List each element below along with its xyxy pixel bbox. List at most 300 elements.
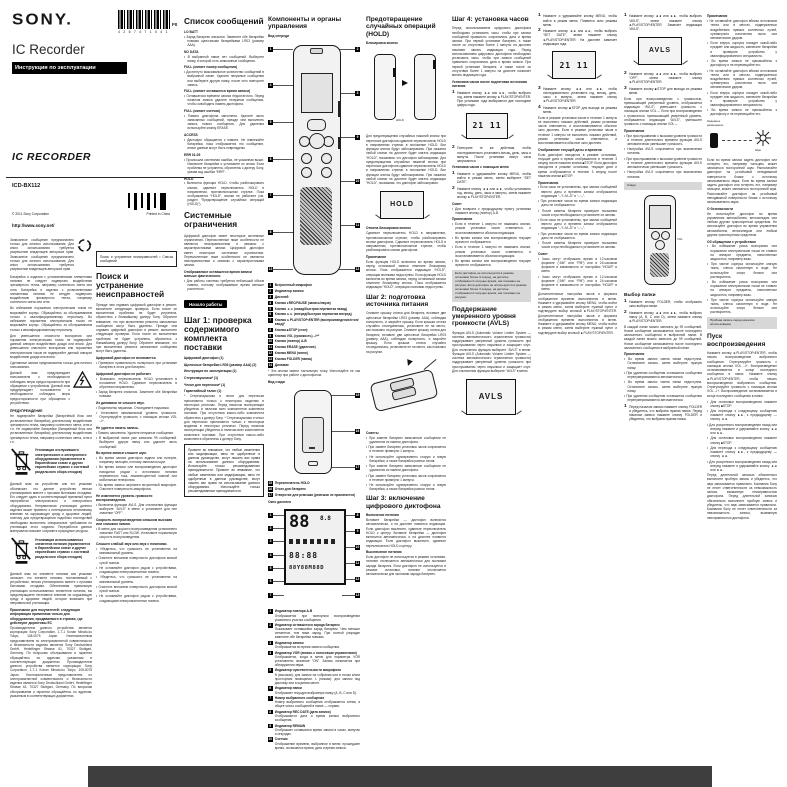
legend-description: Показывает оставшийся заряд батареек. Чем меньше сегментов, тем ниже заряд. При полной разрядке замените обе батарейки новыми. (274, 627, 360, 640)
legend-number: 5 (269, 306, 272, 311)
page-bottom-bar (88, 766, 712, 787)
header-divider (6, 177, 204, 178)
legend-label: Кнопка ERASE (удаление) (274, 345, 316, 350)
legend-item (268, 724, 360, 737)
legend-number: 11 (268, 345, 272, 350)
legend-item (268, 283, 360, 288)
section-heading: Пуск воспроизведения (707, 333, 766, 348)
bullet-item: • Убедитесь, что громкость не установлена на минимальный уровень. (96, 546, 177, 556)
bullet-list (96, 547, 177, 603)
callout-line (273, 555, 284, 556)
bullet-list (707, 19, 777, 116)
legend-number: 12 (268, 351, 273, 356)
bullet-item: • В выбранной папке уже записано 99 сообщений. Выберите другую папку или удалите часть сообщений. (96, 436, 177, 449)
legend-number: 4 (269, 650, 272, 655)
bullet-list (707, 400, 777, 472)
illustration-wrap (268, 507, 360, 607)
sub-heading: Примечания (538, 180, 559, 185)
callout-line (339, 181, 355, 182)
paragraph: Во избежание поражения электрическим током не вскрывайте корпус. Обращайтесь за обслуживанием только к квалифицированному персоналу. Во избежание поражения электрическим током не вскрывайте корпус. Обращайтесь за обслуживанием только к квалифицированному персоналу. (10, 306, 92, 332)
legend-label: Индикатор записи (274, 288, 304, 293)
display-readout-illustration (452, 376, 531, 420)
bullet-item: • Во время записи не прикасайтесь к диктофону и не перемещайте его. (707, 59, 777, 68)
callout-number: 16 (355, 428, 360, 433)
callout-line (273, 595, 284, 596)
bullet-item: • При чистке корпуса используйте мягкую ткань, слегка смоченную в воде. Не используйте спирт, бензин или растворитель. (707, 297, 777, 315)
legend-item (268, 295, 360, 300)
sub-heading: Отображение текущей даты и времени (538, 147, 602, 152)
control-button (655, 240, 665, 250)
display-frame (466, 379, 516, 415)
built-in-microphone (310, 48, 323, 55)
sub-heading: Примечания (624, 352, 645, 357)
callout-number: 11 (355, 222, 360, 227)
legend-label: Индикатор записи (274, 640, 304, 645)
volume-rocker (338, 101, 341, 117)
registration-marks (128, 193, 166, 210)
legend-label: Переключатель HOLD (274, 481, 310, 486)
callout-line (273, 195, 293, 196)
bullet-item: • Часы могут отображать время в 12-часовом формате (“AM” или “PM”) или в 24-часовом формате в зависимости от настройки “HOUR” в меню. (538, 274, 617, 292)
step-number: 4 (538, 104, 541, 110)
callout-number: 10 (355, 178, 360, 183)
bullet-list (184, 94, 264, 106)
legend-description: Отображается во время записи сообщения. (274, 645, 340, 650)
legend-label: Кнопка MENU (меню) (274, 351, 308, 356)
legend-label: Кнопка ►PLAY/STOP•ENTER (воспроизведение/стоп/ввод)* (274, 318, 359, 327)
paragraph: Если при воспроизведении с громкостью, превышающей умеренный уровень, отображается индикация “AVLS”, уменьшите громкость с помощью кнопки VOL –. Если при воспроизведении с громкостью, превышающей умеренный уровень, отображается индикация “AVLS”, уменьшите громкость с помощью кнопки VOL –. (624, 96, 702, 127)
numbered-legend (268, 609, 360, 750)
recorder-mini-icon (710, 133, 718, 148)
bullet-item: • Не используйте одновременно старую и новую батарейки, а также батарейки разных типов. (366, 454, 446, 463)
display-frame (552, 51, 596, 79)
display-text: HOLD (390, 201, 414, 209)
illustration-wrap (366, 48, 446, 132)
hold-switch-side (338, 137, 341, 149)
bullet-list (538, 185, 617, 249)
callout-line (273, 541, 284, 542)
legend-label: Номер выбранного сообщения (274, 695, 325, 700)
bullet-list (707, 244, 777, 314)
legend-label: Индикатор VOR (запись с голосовым управлением) (274, 650, 357, 655)
sub-heading: ERR 01-09 (184, 152, 201, 157)
sub-heading: Примечания (624, 128, 645, 133)
sub-heading: Вид сзади (268, 379, 285, 384)
legend-label: Кнопка ■STOP (стоп) (274, 327, 308, 332)
callout-number: 10 (355, 544, 360, 549)
paragraph: Функция AVLS (Automatic Volume Limiter System — система автоматического ограничения громкости) поддерживает умеренный уровень громкости при прослушивании через наушники и защищает слух. Для отключения функции выберите “AVLS” в меню. Функция AVLS (Automatic Volume Limiter System — система автоматического ограничения громкости) поддерживает умеренный уровень громкости при прослушивании через наушники и защищает слух. Для отключения функции выберите “AVLS” в меню. (452, 330, 531, 373)
legend-label: Индикатор повтора A-B (274, 609, 313, 614)
bullet-list (96, 527, 177, 539)
step-text: Нажмите кнопку ◄◄ или ►►, чтобы выбрать “SET DATE”, затем нажмите кнопку ►PLAY/STOP•ENTER. На дисплее замигает индикация года. (543, 29, 617, 46)
paragraph: Данный знак на элементе питания или упаковке означает, что элемент питания, поставляемый с устройством, нельзя утилизировать вместе с прочими бытовыми отходами. Обеспечивая правильную утилизацию использованных элементов питания, вы предотвращаете негативное влияние на окружающую среду и здоровье людей, которое возможно при неправильной утилизации. (10, 571, 92, 606)
step-number: 3 (538, 85, 541, 91)
bullet-item: • Память диктофона заполнена. Удалите часть записанных сообщений, прежде чем выполнять запись нового сообщения. Для удаления используйте кнопку ERASE. (184, 113, 264, 131)
illustration-wrap (366, 188, 446, 224)
menu-button (321, 153, 332, 164)
legend-item (268, 307, 360, 312)
sub-heading: Во время записи слышен шум. (96, 451, 147, 456)
display-readout-illustration (366, 188, 446, 224)
notice-heading: Утилизация использованных элементов питания (применяется в Европейском союзе и других европейских странах с системой раздельного сбора отходов) (35, 537, 91, 559)
message-number-digits: 88 (289, 511, 310, 532)
bullet-list (184, 55, 264, 63)
bullet-item: • Для ускоренного воспроизведения назад или вперед нажмите и удерживайте кнопку ◄◄ или ►►. (707, 459, 777, 472)
bullet-item: • Не оставляйте диктофон рядом с устройствами, создающими электромагнитные помехи. (96, 565, 177, 575)
shaded-note: Сзади (624, 182, 702, 190)
note-box: Поиск и устранение неисправностей • Список сообщений (96, 251, 177, 267)
legend-item (268, 623, 360, 640)
bullet-item: • При замене батареек записанные сообщения не удаляются из памяти диктофона. (366, 464, 446, 473)
callout-line (330, 395, 355, 396)
illustration-wrap (624, 34, 702, 70)
step-text: Нажмите кнопку ◄◄ или ►►, чтобы выбрать папку (A, B, C или D), затем нажмите кнопку ►PLAY/STOP•ENTER. (629, 310, 702, 324)
section-heading: Список сообщений (184, 16, 264, 26)
cover-open-line (424, 359, 437, 370)
control-button (661, 231, 670, 240)
control-button (651, 231, 660, 240)
bullet-item: • Не оставляйте диктофон рядом с устройствами, создающими электромагнитные помехи. (96, 594, 177, 603)
hold-switch-knob-right (433, 60, 436, 69)
paragraph: Если диктофон не используется в режиме остановки, питание отключается автоматически для экономии заряда батареек. Если диктофон не используется в режиме остановки, питание отключается автоматически для экономии заряда батареек. (366, 555, 446, 577)
bullet-item: • Убедитесь, что громкость не установлена на минимальный уровень. (96, 575, 177, 584)
display-text: 21 11 (472, 121, 502, 131)
callout-line (273, 528, 284, 529)
bullet-item: • Диктофон обращается к памяти. Не извлекайте батарейки, пока отображается это сообщение, иначе данные могут быть повреждены. (184, 137, 264, 151)
step-text: Нажмите и удерживайте кнопку MENU, чтобы войти в режим меню, затем выберите “SET DATE”. (457, 172, 531, 185)
bullet-list (184, 35, 264, 47)
bullet-item: • При прослушивании с высоким уровнем громкости в течение длительного времени функция AVLS автоматически уменьшает громкость. (624, 156, 702, 170)
legend-number: 6 (269, 312, 272, 317)
flash-ray (424, 214, 429, 218)
legend-label: Индикатор REC DATE (дата записи) (274, 709, 331, 714)
bullet-list (96, 431, 177, 449)
bullet-item: • Не используйте одновременно старую и новую батарейки, а также батарейки разных типов. (366, 483, 446, 492)
sub-heading: Совет (538, 251, 548, 256)
folder-button (321, 167, 332, 178)
paragraph: Для предотвращения случайных нажатий кнопок при переноске диктофона сдвиньте переключатель HOLD в направлении стрелки в положение HOLD. Все функции кнопок будут заблокированы. При нажатии любой кнопки на дисплее будет мигать индикация “HOLD”, показывая, что диктофон заблокирован. Для предотвращения случайных нажатий кнопок при переноске диктофона сдвиньте переключатель HOLD в направлении стрелки в положение HOLD. Все функции кнопок будут заблокированы. При нажатии любой кнопки на дисплее будет мигать индикация “HOLD”, показывая, что диктофон заблокирован. (366, 134, 446, 186)
legend-number: 15 (268, 481, 273, 486)
battery-insert-illustration (366, 356, 446, 428)
callout-line (339, 225, 355, 226)
numbered-step (452, 172, 531, 184)
legend-item (268, 339, 360, 344)
callout-number: 3 (269, 539, 272, 544)
bullet-item: • Во время записи смена папки недоступна. Остановите запись, затем выберите нужную папку. (624, 357, 702, 370)
speaker-grille (300, 187, 332, 245)
sub-heading: Цифровой диктофон не работает. (96, 371, 152, 376)
bullet-item: • При удалении сообщения оставшиеся сообщения перенумеровываются автоматически. (624, 370, 702, 380)
legend-item (268, 651, 360, 668)
status-icons-row (289, 539, 337, 544)
shaded-note: Если диктофон не используется в режиме остановки более 3 секунд, на дисплее отображается текущее время, как показано на рисунке. Если диктофон не используется в режиме остановки более 3 секунд, на дисплее отображается текущее время, как показано на рисунке. (452, 270, 531, 301)
bullet-list (624, 134, 702, 179)
step-text: Нажмите кнопку ■STOP для выхода из режима меню. (629, 86, 702, 96)
legend-item (268, 487, 360, 492)
bullet-item: • Включена функция AVLS. Для отключения функции выберите “AVLS” в меню и установите для нее значение “OFF”. (96, 503, 177, 516)
legend-label: Индикатор чувствительности микрофона (274, 668, 341, 673)
legend-label: Кнопка FOLDER (папка) (274, 357, 312, 362)
bullet-item: • В выбранной папке нет сообщений. Выберите папку, в которой есть записанные сообщения. (184, 54, 264, 63)
bullet-item: • Если часы не установлены, при записи сообщений вместо даты и времени записи отображается индикация “--Y--M--D” и “--:--”. (538, 185, 617, 198)
sub-heading: Не удается начать запись. (96, 426, 140, 431)
legend-number: 10 (268, 737, 273, 742)
callout-number: 2 (269, 525, 272, 530)
doc-title-bar: Инструкция по эксплуатации (12, 62, 127, 74)
numbered-step (452, 187, 531, 199)
section-heading: Шаг 3: включение цифрового диктофона (366, 495, 441, 510)
section-heading: Поддержание умеренного уровня громкости (AVLS) (452, 305, 516, 328)
notice-heading: Утилизация отслужившего электрического и электронного оборудования (применяется в Европейском союзе и других европейских странах с системой раздельного сбора отходов) (35, 448, 90, 474)
callout-number: 1 (269, 46, 272, 51)
legend-label: Кнопка ◄◄ (назад/быстрая перемотка назад) (274, 306, 347, 311)
noise-burst-icon (754, 129, 772, 147)
legend-label: Дисплей (274, 294, 289, 299)
flash-ray (508, 134, 513, 138)
bullet-item: • Если внутрь корпуса попадет какой-либо предмет или жидкость, извлеките батарейки и проверьте устройство у квалифицированного специалиста. (707, 90, 777, 107)
section-heading: Предотвращение случайных операций (HOLD) (366, 16, 436, 38)
legend-item (268, 481, 360, 486)
legend-description: H (высокая): для записи на собрании или в тихом и/или просторном помещении. L (низкая): для записи под диктовку или в шумном месте. (274, 672, 360, 685)
placement-caption: Надежное размещение (707, 119, 724, 128)
legend-label: Отсек для батареек (274, 486, 306, 491)
bullet-item: • Для перехода к следующему сообщению нажмите кнопку ►►, к предыдущему — кнопку ◄◄. (707, 445, 777, 459)
section-tab-wrap (184, 293, 264, 311)
display-screen (649, 205, 671, 229)
speaker-grille (650, 253, 669, 277)
bullet-item: • Во избежание риска возгорания или поражения электрическим током не ставьте на аппарат предметы, наполненные жидкостью, например вазы. (707, 280, 777, 297)
sub-heading: Примечание для покупателей: следующая информация применима только для оборудования, продаваемого в странах, где действуют директивы ЕС (10, 608, 83, 625)
bullet-item: • Оставшегося времени записи недостаточно. Перед началом записи удалите ненужные сообщения, чтобы освободить память диктофона. (184, 94, 264, 107)
legend-label: Индикатор папки (274, 686, 302, 691)
sub-heading: Установка часов с помощью меню (452, 165, 509, 170)
bullet-item: • При прослушивании с высоким уровнем громкости в течение длительного времени функция AVLS автоматически уменьшает громкость. (624, 133, 702, 146)
paragraph: Не подвергайте батарейки (батарейный блок или установленные батарейки) длительному воздействию чрезмерного тепла, например солнечного света, огня и т.п. Не подвергайте батарейки (батарейный блок или установленные батарейки) длительному воздействию чрезмерного тепла, например солнечного света, огня и т.п. (10, 414, 92, 444)
bullet-item: • Возможно, переключатель HOLD установлен в положение HOLD. Сдвиньте переключатель в обратном направлении. (96, 376, 177, 389)
legend-number: 4 (269, 300, 272, 305)
bullet-item: • Для остановки воспроизведения нажмите кнопку ■STOP. (707, 399, 777, 408)
legend-number: 17 (268, 492, 273, 497)
callout-number: 12 (355, 266, 360, 271)
bullet-item: • Если часы не установлены, при записи сообщений вместо даты и времени записи отображается индикация “--Y--M--D” и “--:--”. (538, 218, 617, 231)
numbered-step (624, 405, 702, 422)
numbered-step (538, 106, 617, 114)
display-frame (380, 191, 424, 219)
sub-heading: Гарантийный талон (1) (184, 389, 222, 394)
bullet-item: • Если внутрь корпуса попадет какой-либо предмет или жидкость, извлеките батарейки и проверьте устройство у квалифицированного специалиста. (707, 41, 777, 58)
sub-heading: Слышен слабый звук или звук с помехами. (96, 542, 168, 547)
callout-line (273, 122, 293, 123)
bullet-list (184, 114, 264, 131)
paragraph: Батарейки и изделия с установленными элементами питания не следует подвергать воздействию чрезмерного тепла, например солнечного света или огня. Батарейки и изделия с установленными элементами питания не следует подвергать воздействию чрезмерного тепла, например солнечного света или огня. (10, 274, 92, 305)
paragraph: В каждой папке можно записать до 99 сообщений. Новое сообщение записывается после последнего записанного сообщения в выбранной папке. В каждой папке можно записать до 99 сообщений. Новое сообщение записывается после последнего записанного сообщения в выбранной папке. (624, 324, 702, 350)
bullet-item: • Не оставляйте диктофон вблизи источников тепла или в местах, подверженных воздействию прямых солнечных лучей, чрезмерного количества пыли или механических ударов. (707, 19, 777, 40)
microphone-noise-illustration (707, 119, 777, 155)
step-number: 1 (624, 13, 627, 19)
warning-triangle-icon (73, 371, 92, 388)
sub-heading: О безопасности (707, 206, 734, 211)
callout-line (273, 85, 293, 86)
legend-label: Счетчик (274, 737, 288, 742)
display-window-illustration (268, 507, 360, 607)
display-text: AVLS (648, 47, 672, 55)
callout-number: 12 (355, 576, 360, 581)
callout-line (273, 568, 284, 569)
sub-heading: Чехол для переноски* (1) (184, 382, 226, 387)
paragraph: * Эти кнопки имеют тактильную точку. Используйте ее как ориентир при работе с диктофоном. (268, 368, 360, 378)
callout-line (273, 232, 293, 233)
paragraph: Для уменьшения опасности возгорания или поражения электрическим током не подвергайте данный аппарат воздействию дождя или влаги. Для уменьшения опасности возгорания или поражения электрическим током не подвергайте данный аппарат воздействию дождя или влаги. (10, 333, 92, 359)
paragraph: Если диктофон находится в режиме остановки, текущие дата и время отображаются в течение 3 секунд после нажатия кнопки ■STOP. Если диктофон находится в режиме остановки, текущие дата и время отображаются в течение 3 секунд после нажатия кнопки ■STOP. (538, 152, 617, 178)
column-7 (538, 12, 617, 760)
arrow-icon (402, 80, 408, 86)
legend-label: Кнопка VOL (громкость) –/+* (274, 333, 320, 338)
bullet-list (184, 70, 264, 87)
paragraph: Данный знак предупреждает пользователя о необходимости соблюдать меры предосторожности при обращении с устройством. Данный знак предупреждает пользователя о необходимости соблюдать меры предосторожности при обращении с устройством. (10, 371, 70, 405)
product-title: IC Recorder (12, 42, 85, 57)
paragraph: Записанное сообщение предназначено только для личного использования. Для иного использования требуется разрешение владельцев авторских прав. Записанное сообщение предназначено только для личного использования. Для иного использования требуется разрешение владельцев авторских прав. (10, 237, 74, 272)
display-text: 21 11 (559, 60, 589, 70)
bullet-item: • Для работы системы требуется небольшой объем памяти, поэтому отображаемое время меньше расчетного. (184, 279, 264, 292)
bullet-item: • При чистке корпуса используйте мягкую ткань, слегка смоченную в воде. Не используйте спирт, бензин или растворитель. (707, 262, 777, 279)
step-number: 1 (452, 89, 455, 95)
callout-number: 4 (269, 83, 272, 88)
illustration-wrap (707, 119, 777, 155)
callout-line (339, 137, 355, 138)
bullet-list (624, 357, 702, 402)
bullet-item: • Во время записи или воспроизведения диктофон находился рядом с источником питания переменного тока, люминесцентной лампой или мобильным телефоном. (96, 465, 177, 482)
sub-heading: Инструкция по эксплуатации (1) (184, 369, 237, 374)
section-heading: Системные ограничения (184, 210, 238, 230)
bullet-item: • Во избежание риска возгорания или поражения электрическим током не ставьте на аппарат предметы, наполненные жидкостью, например вазы. (707, 244, 777, 261)
legend-label: Кнопка (повтор) A-B (274, 339, 307, 344)
paragraph: Снимите крышку отсека для батареек, вставьте две щелочные батарейки LR03 (размер AAA), соблюдая полярность, и закройте крышку. Если крышка отсека случайно отсоединилась, установите ее на место, как показано на рисунке. Снимите крышку отсека для батареек, вставьте две щелочные батарейки LR03 (размер AAA), соблюдая полярность, и закройте крышку. Если крышка отсека случайно отсоединилась, установите ее на место, как показано на рисунке. (366, 311, 446, 354)
legend-item (268, 351, 360, 356)
step-number: 2 (624, 309, 627, 315)
sub-heading: Установка часов после подготовки источника питания (452, 79, 527, 89)
sub-heading: Не изменяется уровень громкости воспроизведения. (96, 493, 153, 503)
bullet-item: • Достигнуто максимальное количество сообщений в выбранной папке. Удалите ненужные сообщения или выберите другую папку, после чего повторите запись. (184, 70, 264, 87)
bullet-list (538, 257, 617, 291)
paragraph: Если во время записи задеть диктофон или потереть его, например пальцем, может записаться посторонний шум. Располагайте диктофон на устойчивой неподвижной поверхности ближе к источнику записываемого звука. Если во время записи задеть диктофон или потереть его, например пальцем, может записаться посторонний шум. Располагайте диктофон на устойчивой неподвижной поверхности ближе к источнику записываемого звука. (707, 157, 777, 205)
bullet-item: • Произошла системная ошибка, не указанная выше. Извлеките батарейки и установите их снова. Если проблема не устранена, обратитесь к дилеру Sony, указав код ошибки “ERR”. (184, 157, 264, 174)
illustration-wrap (624, 193, 702, 289)
paragraph: Сделанные записи предназначены только для личного пользования. (10, 360, 92, 370)
bullet-item: • При установке часов во время записи индикация даты не отображается. (538, 199, 617, 208)
column-6 (452, 12, 531, 760)
bullet-item: • Во время записи смена папки недоступна. Остановите запись, затем выберите нужную папку. (624, 380, 702, 393)
callout-number: 7 (269, 193, 272, 198)
bullet-item: • Проверьте правильность полярности при установке батареек в отсек для батареек. (96, 361, 177, 370)
bullet-item: • При удалении сообщения оставшиеся сообщения перенумеровываются автоматически. (624, 394, 702, 403)
rec-pause-button (307, 119, 326, 131)
sub-heading: ПРЕДУПРЕЖДЕНИЕ (10, 409, 43, 414)
sub-heading: Скорость воспроизведения слишком высокая или слишком низкая. (96, 518, 173, 527)
bullet-item: • Во время записи или воспроизведения текущее время не отображается. (452, 259, 531, 268)
sub-heading: Выбор папки (624, 292, 656, 298)
legend-description: Номер выбранного сообщения отображается слева, а общее число сообщений в папке — справа. (274, 700, 360, 709)
step-text: Нажмите и удерживайте кнопку MENU, чтобы войти в режим меню. Появится окно режима меню. (543, 14, 617, 27)
printed-in: Printed in China (146, 212, 170, 216)
device-small-illustration (624, 193, 702, 289)
legend-number: 1 (269, 609, 272, 614)
sub-heading: Примечания (452, 217, 473, 222)
legend-item (268, 609, 360, 622)
numbered-step (624, 311, 702, 323)
bullet-item: • Для остановки воспроизведения нажмите кнопку ■STOP. (707, 436, 777, 445)
bullet-item: • Для перехода к следующему сообщению нажмите кнопку ►►, к предыдущему — кнопку ◄◄. (707, 409, 777, 422)
hold-switch-illustration (366, 48, 446, 132)
legend-label: Кнопка ►► (вперед/быстрая перемотка вперед) (274, 312, 352, 317)
callout-number: 13 (355, 592, 360, 597)
sub-heading: Отмена блокировки кнопок (366, 226, 411, 231)
display-readout-illustration (624, 34, 702, 70)
battery-indicator: 8.8 (320, 514, 331, 522)
legend-item (268, 668, 360, 685)
paragraph: * Стереонаушники и чехол для переноски прилагаются только к некоторым моделям в некоторых регионах. Перед началом эксплуатации убедитесь в наличии всех компонентов комплекта поставки. При отсутствии какого-либо компонента обратитесь к дилеру Sony. * Стереонаушники и чехол для переноски прилагаются только к некоторым моделям в некоторых регионах. Перед началом эксплуатации убедитесь в наличии всех компонентов комплекта поставки. При отсутствии какого-либо компонента обратитесь к дилеру Sony. (184, 394, 264, 441)
legend-item (268, 289, 360, 294)
icon-heading-row (10, 535, 92, 570)
bullet-item: • При установке часов во время записи индикация даты не отображается. (538, 231, 617, 240)
bullet-item: • Если в течение 1 минуты не нажимать кнопки, режим установки часов отменяется, и восстанавливается обычная индикация. (452, 222, 531, 235)
stop-button (301, 153, 312, 164)
bullet-item: • Не оставляйте диктофон вблизи источников тепла или в местах, подверженных воздействию прямых солнечных лучей, чрезмерного количества пыли или механических ударов. (707, 68, 777, 90)
insert-arrow-icon (405, 359, 413, 367)
legend-label: Встроенный микрофон (274, 283, 312, 288)
legend-item (268, 328, 360, 333)
callout-number: 7 (269, 592, 272, 597)
column-1 (10, 236, 92, 760)
paragraph: Дополнительные настройки часов и формата отображения времени выполняются в меню. Нажмите и удерживайте кнопку MENU, чтобы войти в режим меню, затем выберите нужный пункт и подтвердите выбор кнопкой ►PLAY/STOP•ENTER. Дополнительные настройки часов и формата отображения времени выполняются в меню. Нажмите и удерживайте кнопку MENU, чтобы войти в режим меню, затем выберите нужный пункт и подтвердите выбор кнопкой ►PLAY/STOP•ENTER. (538, 292, 617, 335)
bullet-list (184, 158, 264, 175)
device-back-illustration (268, 387, 360, 479)
display-frame (638, 37, 682, 65)
bullet-item: • При замене батареек записанные сообщения не удаляются из памяти диктофона. (366, 435, 446, 444)
legend-item (268, 357, 360, 362)
section-heading: Поиск и устранение неисправностей (96, 270, 165, 299)
numbered-step (624, 14, 702, 31)
legend-description: Отображение времени, выбранное в меню: прошедшее время, оставшееся время, дата и время записи. (274, 741, 360, 750)
callout-number: 11 (355, 560, 360, 565)
callout-line (273, 159, 293, 160)
numbered-step (538, 29, 617, 46)
barcode-tag: F0 (172, 22, 178, 27)
callout-line (330, 467, 355, 468)
numbered-step (624, 87, 702, 95)
bullet-item: • Во время записи или воспроизведения текущее время не отображается. (452, 235, 531, 245)
bullet-list (96, 361, 177, 369)
bullet-item: • После замены батареек проверьте показания часов и при необходимости установите их заново. (538, 208, 617, 217)
flash-ray (596, 75, 601, 79)
numbered-step (538, 14, 617, 26)
bullet-item: • Заряд батареек снизился. Замените обе батарейки новыми щелочными батарейками LR03 (размер AAA). (184, 34, 264, 48)
sub-heading: Выключение питания (366, 550, 402, 555)
legend-number: 3 (269, 640, 272, 645)
sub-heading: Цифровой диктофон не включается. (96, 356, 157, 361)
numbered-step (624, 72, 702, 84)
paragraph: Прежде чем отдавать цифровой диктофон в ремонт, выполните следующие проверки. Если после их выполнения проблема не будет устранена, обратитесь к ближайшему дилеру Sony. Обратите внимание, что при выполнении ремонта записанные сообщения могут быть удалены. Прежде чем отдавать цифровой диктофон в ремонт, выполните следующие проверки. Если после их выполнения проблема не будет устранена, обратитесь к ближайшему дилеру Sony. Обратите внимание, что при выполнении ремонта записанные сообщения могут быть удалены. (96, 302, 177, 354)
barcode (118, 10, 170, 29)
callout-number: 4 (269, 552, 272, 557)
paragraph: Если в режиме установки часов в течение 1 минуты не выполнять никаких действий, режим установки часов отменяется, и восстанавливается обычное окно дисплея. Если в режиме установки часов в течение 1 минуты не выполнять никаких действий, режим установки часов отменяется, и восстанавливается обычное окно дисплея. (538, 115, 617, 146)
copyright-line (12, 212, 170, 216)
column-5 (366, 12, 446, 760)
paragraph: Производителем данного устройства является корпорация Sony Corporation, 1-7-1 Konan Minato-ku Tokyo, 108-0075 Japan. Уполномоченным представителем по электромагнитной совместимости и безопасности изделия является Sony Deutschland GmbH, Hedelfinger Strasse 61, 70327 Stuttgart, Germany. По вопросам обслуживания и гарантии обращайтесь по адресам, указанным в соответствующих документах. Производителем данного устройства является корпорация Sony Corporation, 1-7-1 Konan Minato-ku Tokyo, 108-0075 Japan. Уполномоченным представителем по электромагнитной совместимости и безопасности изделия является Sony Deutschland GmbH, Hedelfinger Strasse 61, 70327 Stuttgart, Germany. По вопросам обслуживания и гарантии обращайтесь по адресам, указанным в соответствующих документах. (10, 625, 92, 698)
bullet-item: • Очистите внешнюю поверхность диктофона мягкой сухой тканью. (96, 584, 177, 594)
step-number: 1 (452, 171, 455, 177)
strap-hole (308, 461, 318, 466)
legend-number: 5 (269, 668, 272, 673)
